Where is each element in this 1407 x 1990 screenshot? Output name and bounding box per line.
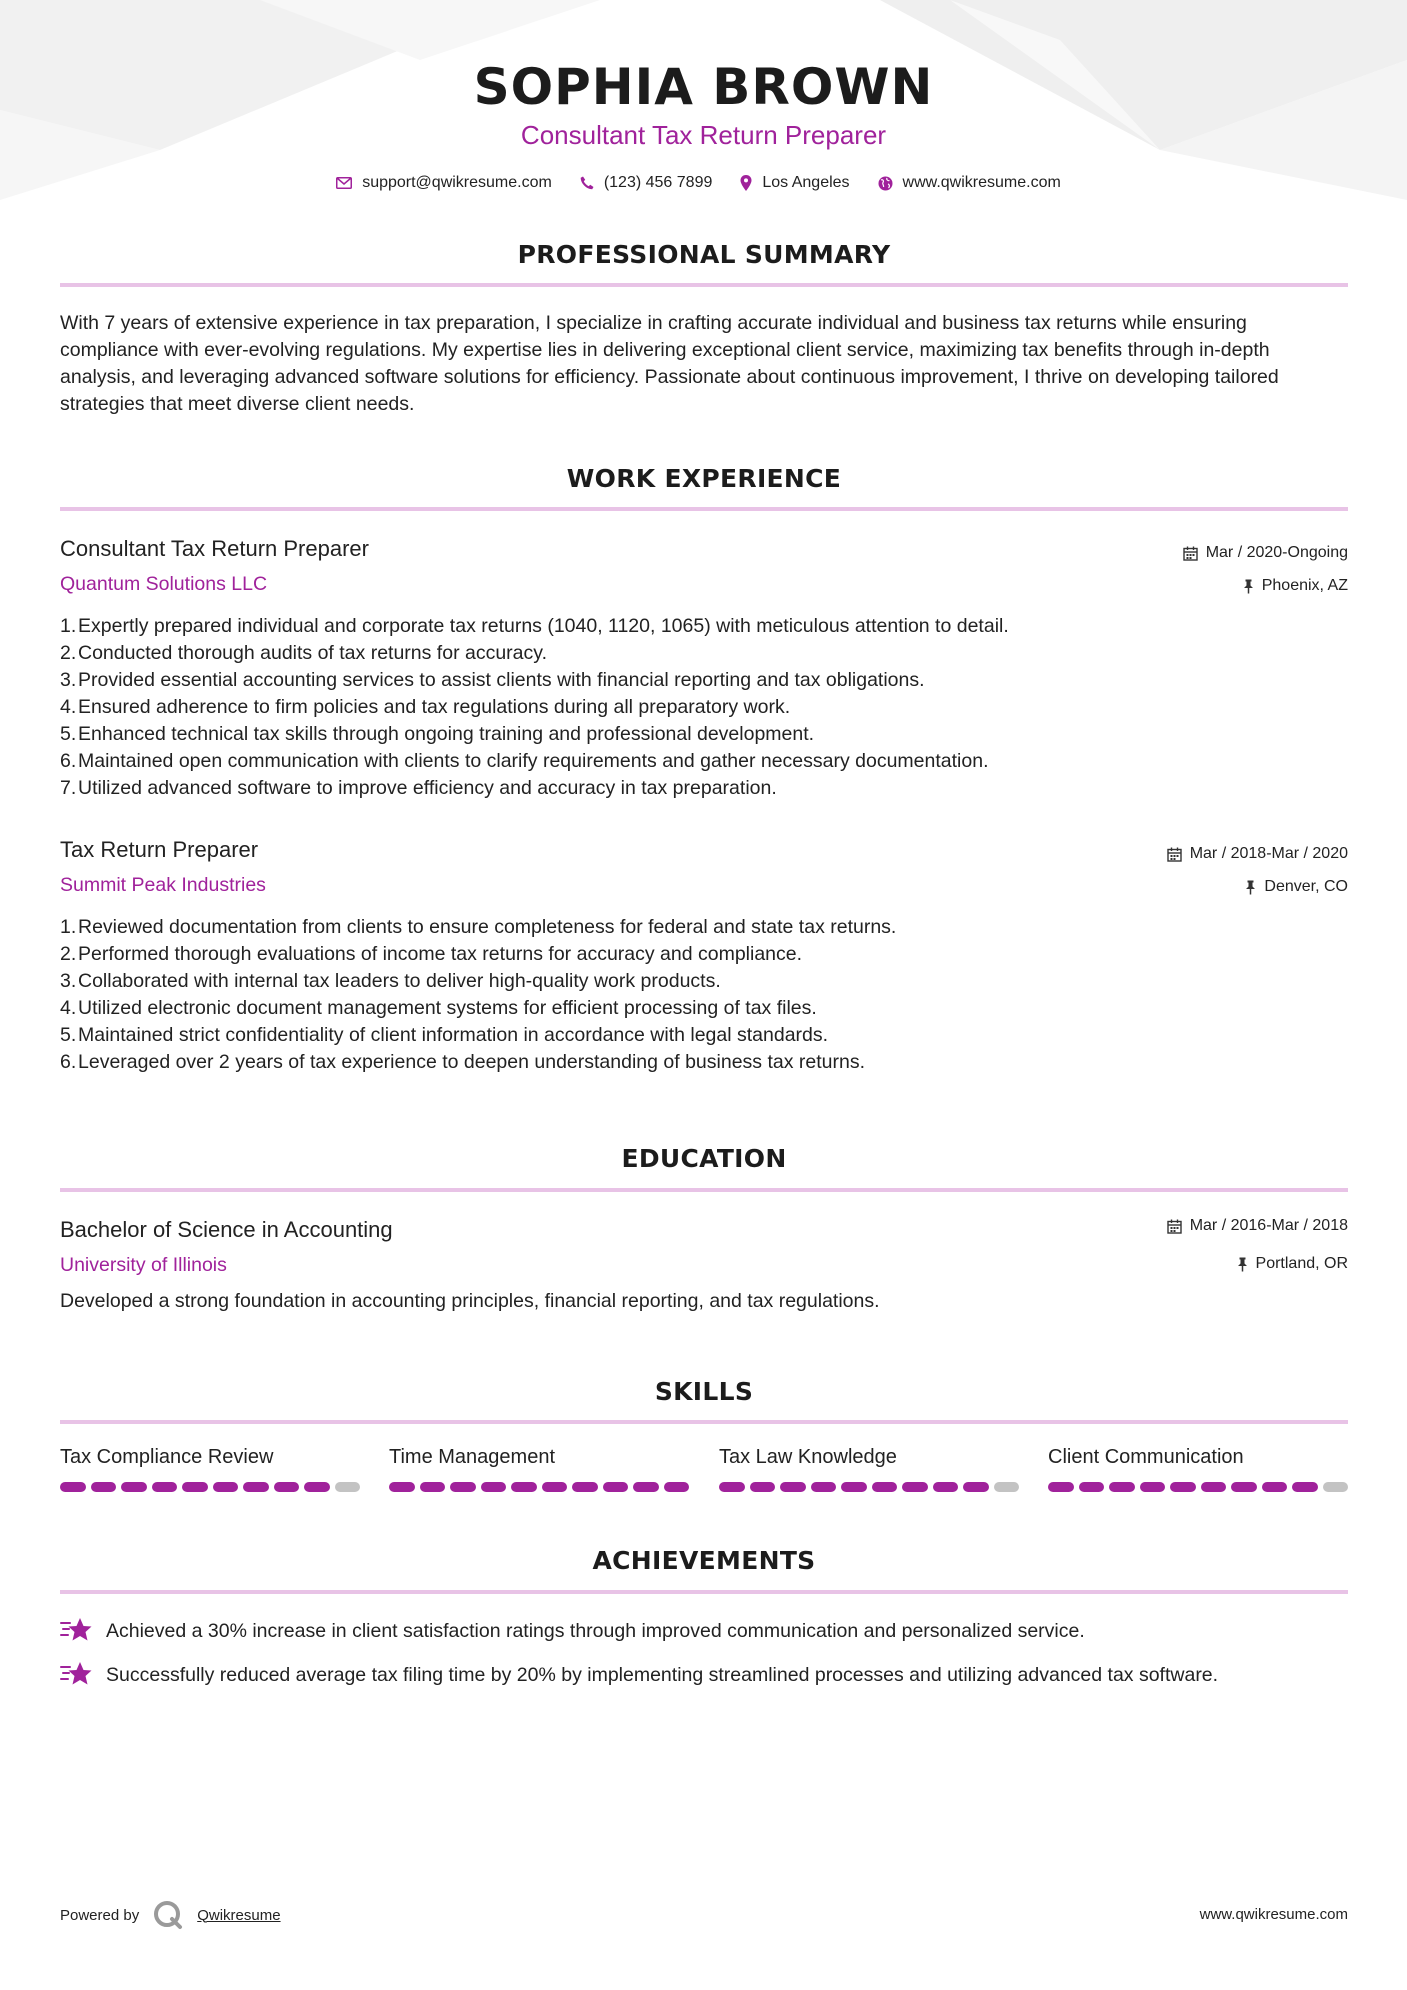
list-item: 4. Utilized electronic document management systems for efficient processing of tax files. bbox=[60, 997, 817, 1019]
education-dates bbox=[1167, 1217, 1348, 1235]
list-item: 5. Enhanced technical tax skills through ongoing training and professional development. bbox=[60, 723, 815, 745]
skill-level-segment bbox=[664, 1482, 690, 1492]
achievement-text: Successfully reduced average tax filing time by 20% by implementing streamlined processes and utilizing advanced tax software. bbox=[106, 1663, 1219, 1686]
job-dates-text: Mar / 2018-Mar / 2020 bbox=[1189, 845, 1348, 862]
map-pin-icon bbox=[740, 175, 752, 191]
skill-level-segment bbox=[481, 1482, 507, 1492]
job-bullets bbox=[60, 613, 1350, 802]
skill-level-segment bbox=[152, 1482, 178, 1492]
contact-phone[interactable] bbox=[580, 174, 713, 192]
education-location-text: Portland, OR bbox=[1255, 1255, 1348, 1272]
skill-level-bar bbox=[1048, 1482, 1348, 1492]
skill-level-segment bbox=[633, 1482, 659, 1492]
experience-heading: WORK EXPERIENCE bbox=[566, 464, 842, 493]
skill-name: Time Management bbox=[389, 1446, 555, 1468]
skill-item bbox=[1048, 1446, 1348, 1492]
contact-location bbox=[740, 174, 849, 192]
phone-text: (123) 456 7899 bbox=[603, 174, 713, 191]
list-item: 3. Provided essential accounting services to assist clients with financial reporting and tax obligations. bbox=[60, 669, 925, 691]
star-badge-icon bbox=[60, 1661, 92, 1689]
skill-level-segment bbox=[1048, 1482, 1074, 1492]
skill-level-segment bbox=[1292, 1482, 1318, 1492]
calendar-icon bbox=[1167, 1219, 1182, 1234]
email-text: support@qwikresume.com bbox=[362, 174, 552, 191]
skill-level-segment bbox=[511, 1482, 537, 1492]
job-dates-text: Mar / 2020-Ongoing bbox=[1205, 544, 1348, 561]
list-item: 6. Leveraged over 2 years of tax experience to deepen understanding of business tax returns. bbox=[60, 1051, 865, 1073]
skill-level-segment bbox=[1262, 1482, 1288, 1492]
skill-level-segment bbox=[60, 1482, 86, 1492]
skill-item bbox=[719, 1446, 1019, 1492]
achievements-divider bbox=[60, 1590, 1348, 1594]
list-item: 1. Reviewed documentation from clients to ensure completeness for federal and state tax returns. bbox=[60, 916, 897, 938]
skill-level-segment bbox=[304, 1482, 330, 1492]
envelope-icon bbox=[336, 177, 352, 189]
degree-title: Bachelor of Science in Accounting bbox=[60, 1217, 393, 1242]
powered-by-label: Powered by bbox=[60, 1906, 140, 1924]
candidate-name: SOPHIA BROWN bbox=[473, 58, 934, 116]
skill-level-segment bbox=[121, 1482, 147, 1492]
contact-website[interactable] bbox=[878, 174, 1061, 192]
education-dates-text: Mar / 2016-Mar / 2018 bbox=[1189, 1217, 1348, 1234]
skill-level-segment bbox=[1079, 1482, 1105, 1492]
skill-level-segment bbox=[274, 1482, 300, 1492]
skill-level-segment bbox=[182, 1482, 208, 1492]
skill-item bbox=[389, 1446, 689, 1492]
skill-item bbox=[60, 1446, 360, 1492]
list-item: 1. Expertly prepared individual and corporate tax returns (1040, 1120, 1065) with meticulous attention to detail. bbox=[60, 615, 1009, 637]
skill-name: Tax Compliance Review bbox=[60, 1446, 274, 1468]
job-title: Consultant Tax Return Preparer bbox=[60, 536, 369, 561]
skill-level-segment bbox=[902, 1482, 928, 1492]
education-heading: EDUCATION bbox=[621, 1144, 787, 1173]
skill-level-segment bbox=[1323, 1482, 1349, 1492]
contact-bar bbox=[0, 174, 1407, 192]
skill-level-segment bbox=[1170, 1482, 1196, 1492]
pushpin-icon bbox=[1237, 1257, 1248, 1272]
qwikresume-logo-icon bbox=[153, 1900, 183, 1930]
skill-level-segment bbox=[213, 1482, 239, 1492]
pushpin-icon bbox=[1243, 579, 1254, 594]
skill-level-segment bbox=[719, 1482, 745, 1492]
skill-level-segment bbox=[542, 1482, 568, 1492]
contact-email[interactable] bbox=[336, 174, 552, 192]
skill-level-segment bbox=[811, 1482, 837, 1492]
skill-level-segment bbox=[572, 1482, 598, 1492]
achievement-text: Achieved a 30% increase in client satisfaction ratings through improved communication and personalized service. bbox=[106, 1619, 1085, 1642]
skill-level-segment bbox=[780, 1482, 806, 1492]
skill-level-segment bbox=[841, 1482, 867, 1492]
phone-icon bbox=[580, 176, 594, 190]
job-dates bbox=[1167, 845, 1348, 863]
experience-divider bbox=[60, 507, 1348, 511]
education-divider bbox=[60, 1188, 1348, 1192]
job-title: Tax Return Preparer bbox=[60, 837, 259, 862]
skill-level-bar bbox=[60, 1482, 360, 1492]
summary-divider bbox=[60, 283, 1348, 287]
education-description: Developed a strong foundation in accounting principles, financial reporting, and tax regulations. bbox=[60, 1290, 880, 1312]
job-bullets bbox=[60, 914, 1350, 1076]
achievements-heading: ACHIEVEMENTS bbox=[592, 1546, 816, 1575]
skill-level-segment bbox=[1201, 1482, 1227, 1492]
skill-level-segment bbox=[420, 1482, 446, 1492]
list-item: 6. Maintained open communication with clients to clarify requirements and gather necessary documentation. bbox=[60, 750, 989, 772]
skill-level-segment bbox=[933, 1482, 959, 1492]
list-item: 2. Performed thorough evaluations of income tax returns for accuracy and compliance. bbox=[60, 943, 803, 965]
skill-level-segment bbox=[335, 1482, 361, 1492]
list-item: 4. Ensured adherence to firm policies and tax regulations during all preparatory work. bbox=[60, 696, 791, 718]
skill-level-segment bbox=[450, 1482, 476, 1492]
skill-level-segment bbox=[1231, 1482, 1257, 1492]
summary-text: With 7 years of extensive experience in tax preparation, I specialize in crafting accurate individual and business tax returns while ensuring compliance with ever-evolving regulations. My expertise lies in delivering exceptional client service, maximizing tax benefits through in-depth analysis, and leveraging advanced software solutions for efficiency. Passionate about continuous improvement, I thrive on developing tailored strategies that meet diverse client needs. bbox=[60, 312, 1279, 415]
footer-website[interactable]: www.qwikresume.com bbox=[1199, 1906, 1348, 1923]
skills-divider bbox=[60, 1420, 1348, 1424]
job-location-text: Denver, CO bbox=[1264, 878, 1348, 895]
list-item: 5. Maintained strict confidentiality of client information in accordance with legal standards. bbox=[60, 1024, 829, 1046]
website-text: www.qwikresume.com bbox=[902, 174, 1061, 191]
achievement-item bbox=[60, 1661, 1218, 1689]
job-company: Quantum Solutions LLC bbox=[60, 573, 268, 595]
footer-powered-by bbox=[60, 1900, 281, 1930]
skill-level-segment bbox=[243, 1482, 269, 1492]
skill-level-segment bbox=[994, 1482, 1020, 1492]
list-item: 2. Conducted thorough audits of tax returns for accuracy. bbox=[60, 642, 547, 664]
skill-level-bar bbox=[719, 1482, 1019, 1492]
skill-level-segment bbox=[1140, 1482, 1166, 1492]
job-location bbox=[1245, 878, 1348, 896]
skill-level-segment bbox=[1109, 1482, 1135, 1492]
skill-level-segment bbox=[91, 1482, 117, 1492]
skill-level-segment bbox=[603, 1482, 629, 1492]
skill-level-segment bbox=[750, 1482, 776, 1492]
skill-level-bar bbox=[389, 1482, 689, 1492]
candidate-headline: Consultant Tax Return Preparer bbox=[520, 120, 887, 150]
skills-heading: SKILLS bbox=[654, 1377, 754, 1406]
education-location bbox=[1237, 1255, 1348, 1273]
skill-name: Tax Law Knowledge bbox=[719, 1446, 897, 1468]
job-company: Summit Peak Industries bbox=[60, 874, 266, 896]
globe-icon bbox=[878, 176, 893, 191]
skill-level-segment bbox=[963, 1482, 989, 1492]
pushpin-icon bbox=[1245, 880, 1256, 895]
list-item: 7. Utilized advanced software to improve efficiency and accuracy in tax preparation. bbox=[60, 777, 777, 799]
brand-link[interactable]: Qwikresume bbox=[197, 1906, 281, 1924]
school-name: University of Illinois bbox=[60, 1254, 227, 1276]
summary-heading: PROFESSIONAL SUMMARY bbox=[517, 240, 891, 269]
achievement-item bbox=[60, 1617, 1085, 1645]
job-location bbox=[1243, 577, 1348, 595]
job-dates bbox=[1183, 544, 1348, 562]
list-item: 3. Collaborated with internal tax leaders to deliver high-quality work products. bbox=[60, 970, 721, 992]
calendar-icon bbox=[1183, 546, 1198, 561]
calendar-icon bbox=[1167, 847, 1182, 862]
skill-name: Client Communication bbox=[1048, 1446, 1244, 1468]
job-location-text: Phoenix, AZ bbox=[1261, 577, 1348, 594]
location-text: Los Angeles bbox=[762, 174, 850, 191]
skill-level-segment bbox=[872, 1482, 898, 1492]
skill-level-segment bbox=[389, 1482, 415, 1492]
star-badge-icon bbox=[60, 1617, 92, 1645]
